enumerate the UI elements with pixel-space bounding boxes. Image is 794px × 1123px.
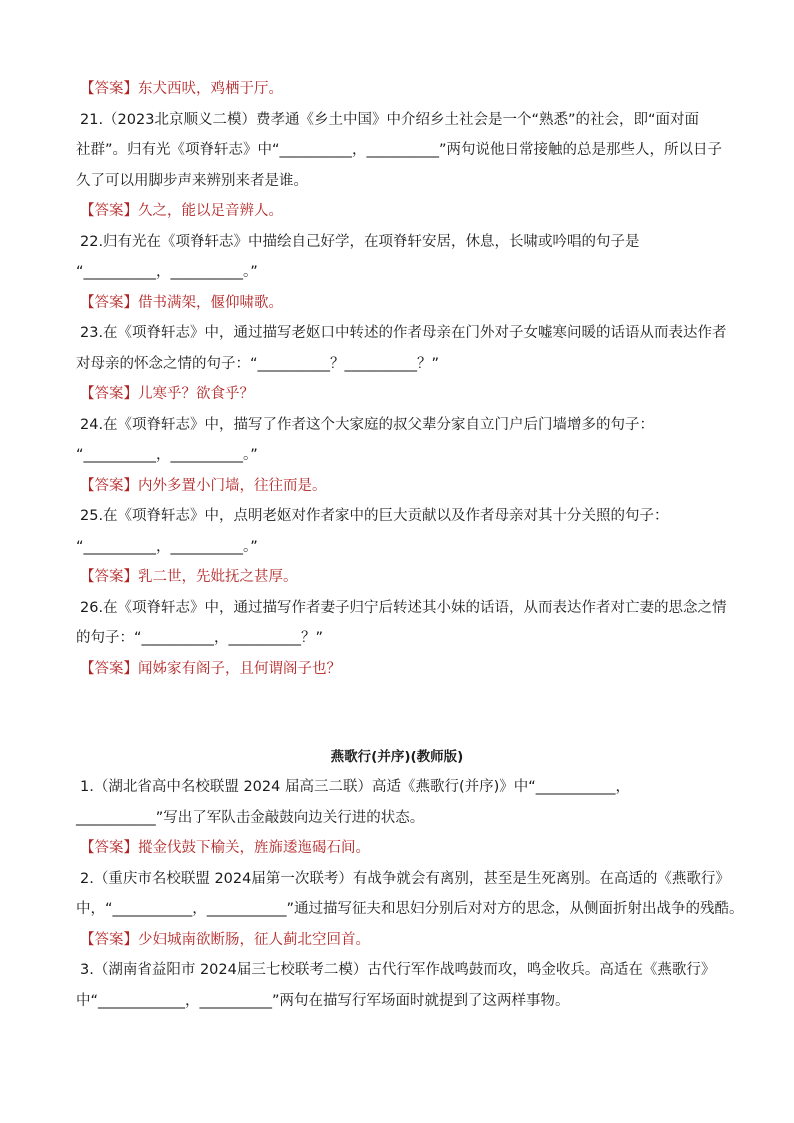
answer-text: 摐金伐鼓下榆关，旌旆逶迤碣石间。 <box>138 840 370 856</box>
question-21-line-3: 久了可以用脚步声来辨别来者是谁。 <box>76 172 308 189</box>
question-24-line-2: “__________，__________。” <box>76 447 258 463</box>
answer-line <box>76 833 718 864</box>
section2-question-3-line-2: 中“____________，__________”两句在描写行军场面时就提到了这两样事物。 <box>76 992 570 1009</box>
answer-text: 乳二世，先妣抚之甚厚。 <box>138 569 298 585</box>
section-title: 燕歌行(并序)(教师版) <box>330 749 464 765</box>
answer-text: 内外多置小门墙，往往而是。 <box>138 477 327 494</box>
question-22-line-1: 22.归有光在《项脊轩志》中描绘自己好学，在项脊轩安居，休息，长啸或吟唱的句子是 <box>80 233 640 250</box>
section2-question-2-line-2: 中，“___________，___________”通过描写征夫和思妇分别后对对方的思念，从侧面折射出战争的残酷。 <box>76 901 744 917</box>
question-23-line-1: 23.在《项脊轩志》中，通过描写老妪口中转述的作者母亲在门外对子女嘘寒问暖的话语从而表达作者 <box>80 325 727 341</box>
question-26-line-2: 的句子：“__________，__________？” <box>76 630 324 646</box>
answer-text: 儿寒乎？欲食乎？ <box>138 386 254 402</box>
question-21-line-2: 社群”。归有光《项脊轩志》中“__________，__________”两句说他日常接触的总是那些人，所以日子 <box>76 142 723 158</box>
answer-text: 借书满架，偃仰啸歌。 <box>138 294 283 311</box>
answer-line <box>76 379 718 410</box>
answer-tag: 【答案】 <box>80 569 138 585</box>
answer-line <box>76 74 718 105</box>
question-25-line-2: “__________，__________。” <box>76 538 258 555</box>
question-24-line-1: 24.在《项脊轩志》中，描写了作者这个大家庭的叔父辈分家自立门户后门墙增多的句子： <box>80 416 655 433</box>
section2-question-1-line-1: 1.（湖北省高中名校联盟 2024 届高三二联）高适《燕歌行(并序)》中“___________， <box>80 779 631 795</box>
answer-tag: 【答案】 <box>80 931 138 948</box>
question-21-line-1: 21.（2023北京顺义二模）费孝通《乡土中国》中介绍乡土社会是一个“熟悉”的社会，即“面对面 <box>80 111 699 128</box>
answer-line <box>76 654 718 685</box>
answer-line <box>76 288 718 319</box>
answer-line <box>76 471 718 502</box>
answer-tag: 【答案】 <box>80 660 138 677</box>
answer-line <box>76 562 718 593</box>
question-22-line-2: “__________，__________。” <box>76 264 258 280</box>
answer-tag: 【答案】 <box>80 840 138 856</box>
answer-tag: 【答案】 <box>80 203 138 219</box>
question-23-line-2: 对母亲的怀念之情的句子：“__________？__________？” <box>76 355 440 372</box>
question-25-line-1: 25.在《项脊轩志》中，点明老妪对作者家中的巨大贡献以及作者母亲对其十分关照的句子： <box>80 508 669 524</box>
answer-tag: 【答案】 <box>80 81 138 97</box>
section-spacer <box>76 684 718 742</box>
answer-text: 东犬西吠，鸡栖于厅。 <box>138 81 283 97</box>
answer-tag: 【答案】 <box>80 294 138 311</box>
answer-line <box>76 925 718 956</box>
section2-question-2-line-1: 2.（重庆市名校联盟 2024届第一次联考）有战争就会有离别，甚至是生死离别。在高适的《燕歌行》 <box>80 870 730 887</box>
section2-question-3-line-1: 3.（湖南省益阳市 2024届三七校联考二模）古代行军作战鸣鼓而攻，鸣金收兵。高适在《燕歌行》 <box>80 962 716 978</box>
answer-line <box>76 196 718 227</box>
section2-question-1-line-2: ___________”写出了军队击金敲鼓向边关行进的状态。 <box>76 809 425 826</box>
answer-text: 久之，能以足音辨人。 <box>138 203 283 219</box>
answer-text: 少妇城南欲断肠，征人蓟北空回首。 <box>138 931 370 948</box>
answer-tag: 【答案】 <box>80 386 138 402</box>
answer-text: 闻姊家有阁子，且何谓阁子也？ <box>138 660 341 677</box>
answer-tag: 【答案】 <box>80 477 138 494</box>
question-26-line-1: 26.在《项脊轩志》中，通过描写作者妻子归宁后转述其小妹的话语，从而表达作者对亡妻的思念之情 <box>80 599 727 616</box>
